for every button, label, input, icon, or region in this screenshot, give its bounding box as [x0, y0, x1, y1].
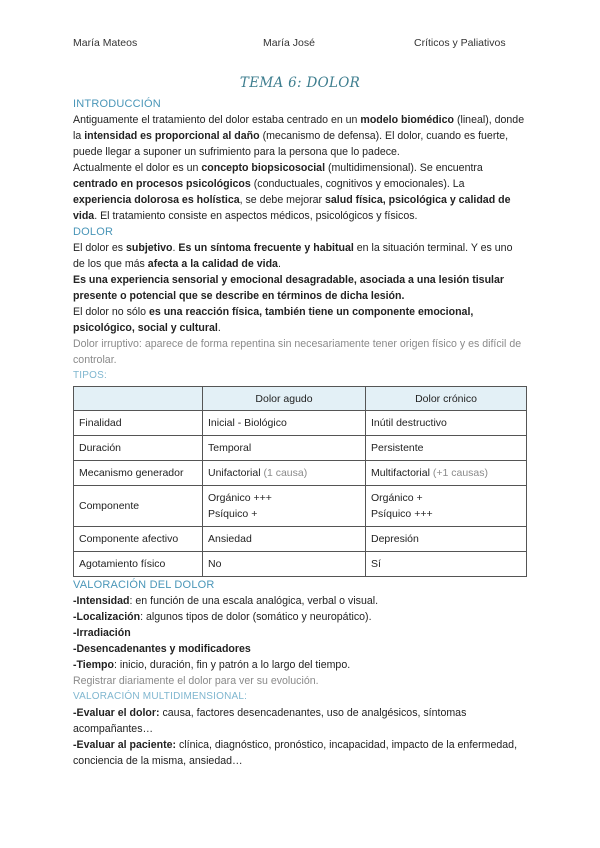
table-header-agudo: Dolor agudo — [203, 387, 366, 411]
table-header-row — [74, 387, 527, 411]
section-heading-valoracion: VALORACIÓN DEL DOLOR — [73, 579, 215, 591]
dolor-paragraph-1: El dolor es subjetivo. Es un síntoma frecuente y habitual en la situación terminal. Y es uno de los que más afecta a la calidad de vida. — [73, 242, 513, 270]
list-item: -Irradiación — [73, 627, 131, 639]
list-item: -Evaluar el dolor: causa, factores desencadenantes, uso de analgésicos, síntomas acompañantes… — [73, 707, 467, 735]
cell-cronico: Persistente — [366, 436, 527, 461]
dolor-irruptivo-note: Dolor irruptivo: aparece de forma repentina sin necesariamente tener origen físico y es difícil de controlar. — [73, 338, 522, 366]
header-author: María Mateos — [73, 37, 138, 49]
cell-agudo: Inicial - Biológico — [203, 411, 366, 436]
valoracion-note: Registrar diariamente el dolor para ver su evolución. — [73, 675, 319, 687]
cell-agudo: Orgánico +++ Psíquico + — [203, 486, 366, 527]
header-subject: Críticos y Paliativos — [414, 37, 506, 49]
table-row — [74, 486, 527, 527]
row-label: Agotamiento físico — [74, 552, 203, 577]
header-teacher: María José — [263, 37, 315, 49]
list-item: -Desencadenantes y modificadores — [73, 643, 251, 655]
document-body — [73, 96, 525, 769]
cell-agudo: No — [203, 552, 366, 577]
row-label: Duración — [74, 436, 203, 461]
cell-agudo: Unifactorial (1 causa) — [203, 461, 366, 486]
table-row — [74, 552, 527, 577]
table-row — [74, 527, 527, 552]
row-label: Componente — [74, 486, 203, 527]
table-row — [74, 436, 527, 461]
row-label: Componente afectivo — [74, 527, 203, 552]
row-label: Finalidad — [74, 411, 203, 436]
dolor-paragraph-3: El dolor no sólo es una reacción física, también tiene un componente emocional, psicológico, social y cultural. — [73, 306, 474, 334]
cell-cronico: Multifactorial (+1 causas) — [366, 461, 527, 486]
list-item: -Localización: algunos tipos de dolor (somático y neuropático). — [73, 611, 372, 623]
page-header — [73, 37, 528, 51]
document-title: TEMA 6: DOLOR — [239, 75, 361, 91]
intro-paragraph-2: Actualmente el dolor es un concepto biopsicosocial (multidimensional). Se encuentra centrado en procesos psicológicos (conductuales, cognitivos y emocionales). La experiencia dolorosa es holística, se debe mejorar salud física, psicológica y calidad de vida. El tratamiento consiste en aspectos médicos, psicológicos y físicos. — [73, 162, 511, 222]
cell-cronico: Sí — [366, 552, 527, 577]
list-item: -Intensidad: en función de una escala analógica, verbal o visual. — [73, 595, 379, 607]
pain-types-table — [73, 386, 527, 577]
list-item: -Tiempo: inicio, duración, fin y patrón a lo largo del tiempo. — [73, 659, 351, 671]
table-header-empty — [74, 387, 203, 411]
section-heading-introduccion: INTRODUCCIÓN — [73, 98, 161, 110]
cell-agudo: Temporal — [203, 436, 366, 461]
table-row — [74, 461, 527, 486]
cell-agudo: Ansiedad — [203, 527, 366, 552]
section-heading-tipos: TIPOS: — [73, 370, 107, 381]
intro-paragraph-1: Antiguamente el tratamiento del dolor estaba centrado en un modelo biomédico (lineal), donde la intensidad es proporcional al daño (mecanismo de defensa). El dolor, cuando es fuerte, puede llegar a suponer un sufrimiento para la persona que lo padece. — [73, 114, 525, 158]
table-header-cronico: Dolor crónico — [366, 387, 527, 411]
cell-cronico: Inútil destructivo — [366, 411, 527, 436]
section-heading-multidimensional: VALORACIÓN MULTIDIMENSIONAL: — [73, 691, 248, 702]
cell-cronico: Orgánico + Psíquico +++ — [366, 486, 527, 527]
list-item: -Evaluar al paciente: clínica, diagnóstico, pronóstico, incapacidad, impacto de la enfermedad, conciencia de la misma, ansiedad… — [73, 739, 518, 767]
table-row — [74, 411, 527, 436]
dolor-definition: Es una experiencia sensorial y emocional desagradable, asociada a una lesión tisular presente o potencial que se describe en términos de dicha lesión. — [73, 274, 504, 302]
cell-cronico: Depresión — [366, 527, 527, 552]
section-heading-dolor: DOLOR — [73, 226, 114, 238]
row-label: Mecanismo generador — [74, 461, 203, 486]
